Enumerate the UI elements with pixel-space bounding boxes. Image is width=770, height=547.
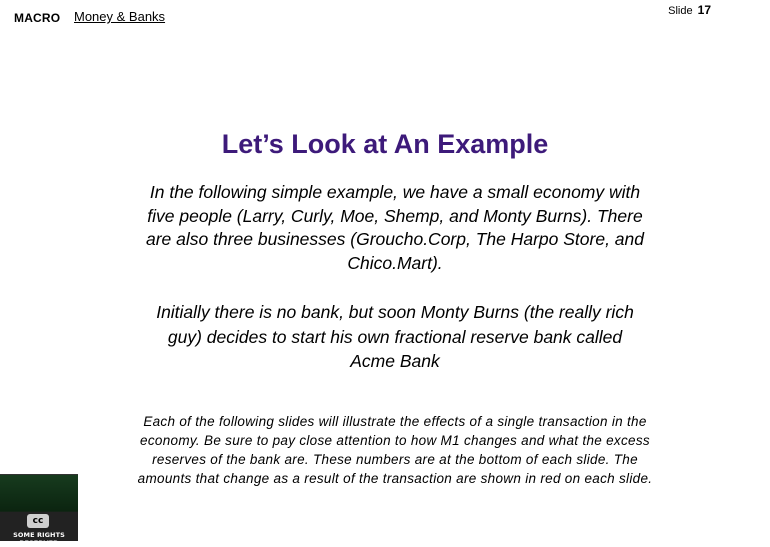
license-caption: SOME RIGHTS RESERVED xyxy=(13,531,65,547)
course-label: MACRO xyxy=(14,11,61,25)
paragraph-intro: In the following simple example, we have a small economy with five people (Larry, Curly, Moe, Shemp, and Monty Burns). There are also three businesses (Groucho.Corp, The Harpo Store, and Chico.Mart). xyxy=(145,182,645,273)
slide-number-value: 17 xyxy=(697,3,711,17)
creative-commons-icon: cc xyxy=(27,514,49,528)
slide-number-label: Slide xyxy=(668,5,693,17)
paragraph-bank: Initially there is no bank, but soon Monty Burns (the really rich guy) decides to start his own fractional reserve bank called Acme Bank xyxy=(156,302,634,371)
slide-title: Let’s Look at An Example xyxy=(221,129,549,159)
paragraph-instructions: Each of the following slides will illustrate the effects of a single transaction in the economy. Be sure to pay close attention to how M1 changes and what the excess reserves of the bank are. These numbers are at the bottom of each slide. The amounts that change as a result of the transaction are shown in red on each slide. xyxy=(137,414,653,486)
license-badge xyxy=(0,474,78,547)
slide-number xyxy=(668,3,711,17)
subject-label: Money & Banks xyxy=(74,9,166,24)
